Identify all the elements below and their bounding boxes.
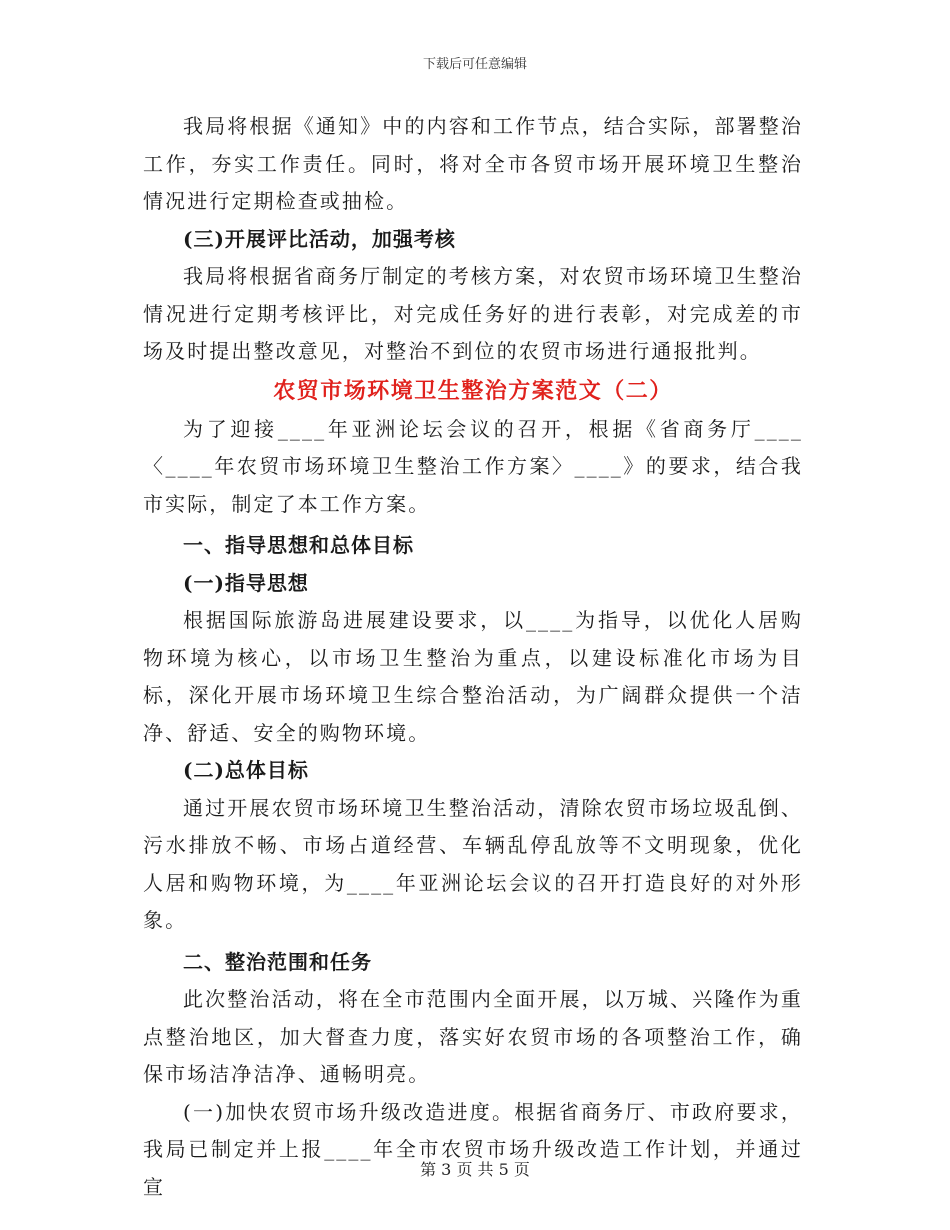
subsection-heading: (一)指导思想 bbox=[183, 570, 309, 595]
subsection-heading: (二)总体目标 bbox=[183, 758, 309, 782]
section-heading: (三)开展评比活动，加强考核 bbox=[183, 226, 456, 251]
paragraph: 通过开展农贸市场环境卫生整治活动，清除农贸市场垃圾乱倒、污水排放不畅、市场占道经营、车辆乱停乱放等不文明现象，优化人居和购物环境，为____年亚洲论坛会议的召开打造良好的对外形象。 bbox=[143, 795, 803, 932]
section-heading: 二、整治范围和任务 bbox=[183, 949, 372, 974]
document-title: 农贸市场环境卫生整治方案范文（二） bbox=[273, 377, 673, 404]
page-footer: 第 3 页 共 5 页 bbox=[420, 1160, 530, 1179]
paragraph: (一)加快农贸市场升级改造进度。根据省商务厅、市政府要求，我局已制定并上报____年全市农贸市场升级改造工作计划，并通过宣 bbox=[143, 1099, 803, 1199]
paragraph: 我局将根据省商务厅制定的考核方案，对农贸市场环境卫生整治情况进行定期考核评比，对完成任务好的进行表彰，对完成差的市场及时提出整改意见，对整治不到位的农贸市场进行通报批判。 bbox=[143, 264, 803, 363]
page-header: 下载后可任意编辑 bbox=[422, 57, 527, 72]
paragraph: 此次整治活动，将在全市范围内全面开展，以万城、兴隆作为重点整治地区，加大督查力度，落实好农贸市场的各项整治工作，确保市场洁净洁净、通畅明亮。 bbox=[143, 987, 803, 1086]
paragraph: 我局将根据《通知》中的内容和工作节点，结合实际，部署整治工作，夯实工作责任。同时，将对全市各贸市场开展环境卫生整治情况进行定期检查或抽检。 bbox=[143, 114, 803, 213]
section-heading: 一、指导思想和总体目标 bbox=[183, 533, 414, 557]
paragraph: 根据国际旅游岛进展建设要求，以____为指导，以优化人居购物环境为核心，以市场卫生整治为重点，以建设标准化市场为目标，深化开展市场环境卫生综合整治活动，为广阔群众提供一个洁净、舒适、安全的购物环境。 bbox=[143, 608, 803, 745]
document-body bbox=[143, 108, 803, 1206]
paragraph: 为了迎接____年亚洲论坛会议的召开，根据《省商务厅____〈____年农贸市场环境卫生整治工作方案〉____》的要求，结合我市实际，制定了本工作方案。 bbox=[143, 416, 803, 516]
